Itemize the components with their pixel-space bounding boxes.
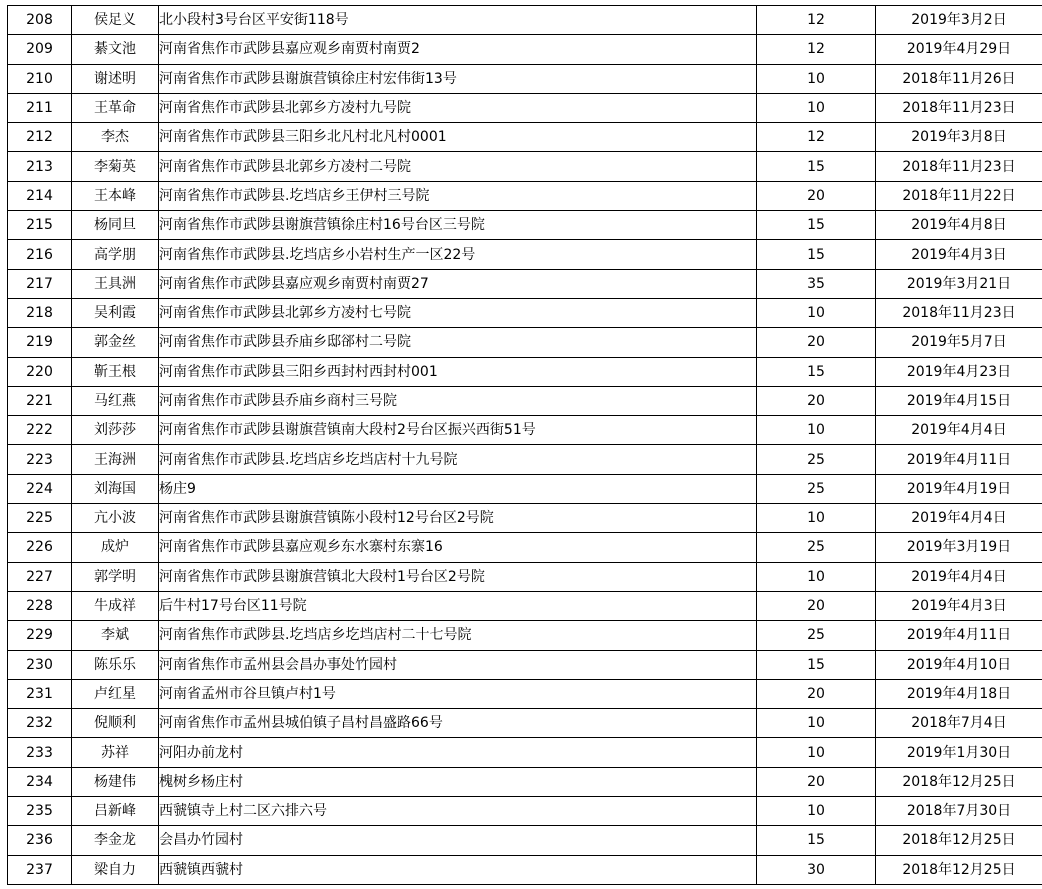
row-id-cell: 233 [8, 738, 72, 767]
address-cell: 西虢镇寺上村二区六排六号 [159, 797, 757, 826]
row-id-cell: 209 [8, 35, 72, 64]
date-cell: 2018年11月23日 [876, 152, 1042, 181]
table-row [8, 269, 1042, 298]
address-cell: 河南省焦作市武陟县嘉应观乡东水寨村东寨16 [159, 533, 757, 562]
address-cell: 河南省焦作市武陟县三阳乡北凡村北凡村0001 [159, 123, 757, 152]
date-cell: 2018年7月30日 [876, 797, 1042, 826]
date-cell: 2018年11月26日 [876, 64, 1042, 93]
name-cell: 李杰 [72, 123, 159, 152]
date-cell: 2019年4月19日 [876, 474, 1042, 503]
row-id-cell: 227 [8, 562, 72, 591]
amount-cell: 10 [757, 504, 876, 533]
amount-cell: 20 [757, 181, 876, 210]
amount-cell: 25 [757, 533, 876, 562]
amount-cell: 25 [757, 621, 876, 650]
row-id-cell: 216 [8, 240, 72, 269]
row-id-cell: 226 [8, 533, 72, 562]
table-row [8, 855, 1042, 884]
address-cell: 北小段村3号台区平安街118号 [159, 6, 757, 35]
row-id-cell: 215 [8, 211, 72, 240]
address-cell: 河南省焦作市武陟县谢旗营镇陈小段村12号台区2号院 [159, 504, 757, 533]
name-cell: 成炉 [72, 533, 159, 562]
name-cell: 马红燕 [72, 386, 159, 415]
name-cell: 李金龙 [72, 826, 159, 855]
row-id-cell: 229 [8, 621, 72, 650]
date-cell: 2019年1月30日 [876, 738, 1042, 767]
table-row [8, 650, 1042, 679]
table-row [8, 767, 1042, 796]
table-row [8, 474, 1042, 503]
name-cell: 靳王根 [72, 357, 159, 386]
row-id-cell: 217 [8, 269, 72, 298]
amount-cell: 20 [757, 679, 876, 708]
amount-cell: 15 [757, 357, 876, 386]
date-cell: 2019年3月2日 [876, 6, 1042, 35]
table-row [8, 6, 1042, 35]
row-id-cell: 222 [8, 416, 72, 445]
amount-cell: 10 [757, 93, 876, 122]
amount-cell: 15 [757, 211, 876, 240]
amount-cell: 15 [757, 650, 876, 679]
address-cell: 河南省焦作市武陟县北郭乡方凌村二号院 [159, 152, 757, 181]
amount-cell: 10 [757, 709, 876, 738]
amount-cell: 35 [757, 269, 876, 298]
amount-cell: 15 [757, 240, 876, 269]
table-row [8, 35, 1042, 64]
amount-cell: 10 [757, 298, 876, 327]
amount-cell: 10 [757, 64, 876, 93]
amount-cell: 20 [757, 767, 876, 796]
row-id-cell: 214 [8, 181, 72, 210]
amount-cell: 25 [757, 474, 876, 503]
name-cell: 侯足义 [72, 6, 159, 35]
name-cell: 郭学明 [72, 562, 159, 591]
name-cell: 卢红星 [72, 679, 159, 708]
address-cell: 河南省焦作市武陟县.圪垱店乡圪垱店村十九号院 [159, 445, 757, 474]
address-cell: 河南省焦作市武陟县北郭乡方凌村七号院 [159, 298, 757, 327]
name-cell: 王具洲 [72, 269, 159, 298]
name-cell: 倪顺利 [72, 709, 159, 738]
row-id-cell: 213 [8, 152, 72, 181]
date-cell: 2018年11月23日 [876, 93, 1042, 122]
row-id-cell: 212 [8, 123, 72, 152]
address-cell: 河南省焦作市武陟县谢旗营镇徐庄村16号台区三号院 [159, 211, 757, 240]
date-cell: 2018年7月4日 [876, 709, 1042, 738]
address-cell: 河南省焦作市武陟县嘉应观乡南贾村南贾27 [159, 269, 757, 298]
date-cell: 2019年4月11日 [876, 445, 1042, 474]
address-cell: 后牛村17号台区11号院 [159, 591, 757, 620]
row-id-cell: 230 [8, 650, 72, 679]
table-row [8, 240, 1042, 269]
row-id-cell: 235 [8, 797, 72, 826]
table-row [8, 152, 1042, 181]
name-cell: 李菊英 [72, 152, 159, 181]
date-cell: 2019年3月8日 [876, 123, 1042, 152]
table-row [8, 298, 1042, 327]
amount-cell: 30 [757, 855, 876, 884]
name-cell: 高学朋 [72, 240, 159, 269]
address-cell: 河南省焦作市武陟县谢旗营镇徐庄村宏伟街13号 [159, 64, 757, 93]
row-id-cell: 228 [8, 591, 72, 620]
row-id-cell: 208 [8, 6, 72, 35]
address-cell: 槐树乡杨庄村 [159, 767, 757, 796]
table-row [8, 709, 1042, 738]
address-cell: 河南省焦作市武陟县.圪垱店乡圪垱店村二十七号院 [159, 621, 757, 650]
row-id-cell: 211 [8, 93, 72, 122]
date-cell: 2019年4月8日 [876, 211, 1042, 240]
name-cell: 王本峰 [72, 181, 159, 210]
table-row [8, 826, 1042, 855]
address-cell: 河南省孟州市谷旦镇卢村1号 [159, 679, 757, 708]
amount-cell: 10 [757, 738, 876, 767]
table-row [8, 386, 1042, 415]
address-cell: 河南省焦作市武陟县三阳乡西封村西封村001 [159, 357, 757, 386]
table-row [8, 123, 1042, 152]
date-cell: 2019年4月11日 [876, 621, 1042, 650]
name-cell: 吕新峰 [72, 797, 159, 826]
row-id-cell: 232 [8, 709, 72, 738]
amount-cell: 10 [757, 797, 876, 826]
name-cell: 苏祥 [72, 738, 159, 767]
amount-cell: 20 [757, 591, 876, 620]
date-cell: 2019年4月10日 [876, 650, 1042, 679]
table-row [8, 562, 1042, 591]
records-table [7, 5, 1042, 885]
address-cell: 会昌办竹园村 [159, 826, 757, 855]
address-cell: 河南省焦作市孟州县城伯镇子昌村昌盛路66号 [159, 709, 757, 738]
name-cell: 亢小波 [72, 504, 159, 533]
table-row [8, 738, 1042, 767]
amount-cell: 10 [757, 562, 876, 591]
date-cell: 2019年3月19日 [876, 533, 1042, 562]
date-cell: 2018年11月23日 [876, 298, 1042, 327]
row-id-cell: 224 [8, 474, 72, 503]
amount-cell: 12 [757, 6, 876, 35]
address-cell: 河南省焦作市武陟县嘉应观乡南贾村南贾2 [159, 35, 757, 64]
date-cell: 2019年3月21日 [876, 269, 1042, 298]
row-id-cell: 221 [8, 386, 72, 415]
row-id-cell: 223 [8, 445, 72, 474]
amount-cell: 20 [757, 386, 876, 415]
name-cell: 李斌 [72, 621, 159, 650]
table-row [8, 93, 1042, 122]
date-cell: 2019年4月15日 [876, 386, 1042, 415]
address-cell: 河南省焦作市武陟县北郭乡方凌村九号院 [159, 93, 757, 122]
date-cell: 2018年11月22日 [876, 181, 1042, 210]
table-row [8, 679, 1042, 708]
name-cell: 杨建伟 [72, 767, 159, 796]
name-cell: 陈乐乐 [72, 650, 159, 679]
address-cell: 河南省焦作市武陟县谢旗营镇南大段村2号台区振兴西街51号 [159, 416, 757, 445]
table-row [8, 64, 1042, 93]
name-cell: 綦文池 [72, 35, 159, 64]
name-cell: 梁自力 [72, 855, 159, 884]
amount-cell: 15 [757, 152, 876, 181]
row-id-cell: 237 [8, 855, 72, 884]
row-id-cell: 218 [8, 298, 72, 327]
name-cell: 刘莎莎 [72, 416, 159, 445]
address-cell: 河南省焦作市武陟县乔庙乡邸郤村二号院 [159, 328, 757, 357]
row-id-cell: 234 [8, 767, 72, 796]
date-cell: 2019年4月18日 [876, 679, 1042, 708]
date-cell: 2019年4月3日 [876, 591, 1042, 620]
name-cell: 谢述明 [72, 64, 159, 93]
table-row [8, 621, 1042, 650]
records-table-body [8, 6, 1042, 885]
row-id-cell: 236 [8, 826, 72, 855]
name-cell: 刘海国 [72, 474, 159, 503]
address-cell: 西虢镇西虢村 [159, 855, 757, 884]
table-row [8, 211, 1042, 240]
address-cell: 河南省焦作市武陟县谢旗营镇北大段村1号台区2号院 [159, 562, 757, 591]
row-id-cell: 225 [8, 504, 72, 533]
date-cell: 2019年4月29日 [876, 35, 1042, 64]
table-row [8, 181, 1042, 210]
table-row [8, 533, 1042, 562]
address-cell: 河南省焦作市武陟县乔庙乡商村三号院 [159, 386, 757, 415]
name-cell: 杨同旦 [72, 211, 159, 240]
table-row [8, 328, 1042, 357]
amount-cell: 12 [757, 123, 876, 152]
table-row [8, 445, 1042, 474]
table-row [8, 504, 1042, 533]
address-cell: 河南省焦作市孟州县会昌办事处竹园村 [159, 650, 757, 679]
date-cell: 2018年12月25日 [876, 855, 1042, 884]
date-cell: 2019年4月3日 [876, 240, 1042, 269]
date-cell: 2019年5月7日 [876, 328, 1042, 357]
amount-cell: 15 [757, 826, 876, 855]
date-cell: 2019年4月4日 [876, 416, 1042, 445]
address-cell: 杨庄9 [159, 474, 757, 503]
name-cell: 牛成祥 [72, 591, 159, 620]
date-cell: 2018年12月25日 [876, 767, 1042, 796]
table-row [8, 357, 1042, 386]
name-cell: 吴利霞 [72, 298, 159, 327]
table-row [8, 591, 1042, 620]
address-cell: 河南省焦作市武陟县.圪垱店乡王伊村三号院 [159, 181, 757, 210]
address-cell: 河阳办前龙村 [159, 738, 757, 767]
name-cell: 王海洲 [72, 445, 159, 474]
table-row [8, 797, 1042, 826]
row-id-cell: 231 [8, 679, 72, 708]
table-row [8, 416, 1042, 445]
amount-cell: 10 [757, 416, 876, 445]
amount-cell: 12 [757, 35, 876, 64]
row-id-cell: 219 [8, 328, 72, 357]
date-cell: 2018年12月25日 [876, 826, 1042, 855]
name-cell: 王革命 [72, 93, 159, 122]
amount-cell: 20 [757, 328, 876, 357]
row-id-cell: 210 [8, 64, 72, 93]
address-cell: 河南省焦作市武陟县.圪垱店乡小岩村生产一区22号 [159, 240, 757, 269]
amount-cell: 25 [757, 445, 876, 474]
date-cell: 2019年4月23日 [876, 357, 1042, 386]
row-id-cell: 220 [8, 357, 72, 386]
date-cell: 2019年4月4日 [876, 562, 1042, 591]
date-cell: 2019年4月4日 [876, 504, 1042, 533]
name-cell: 郭金丝 [72, 328, 159, 357]
